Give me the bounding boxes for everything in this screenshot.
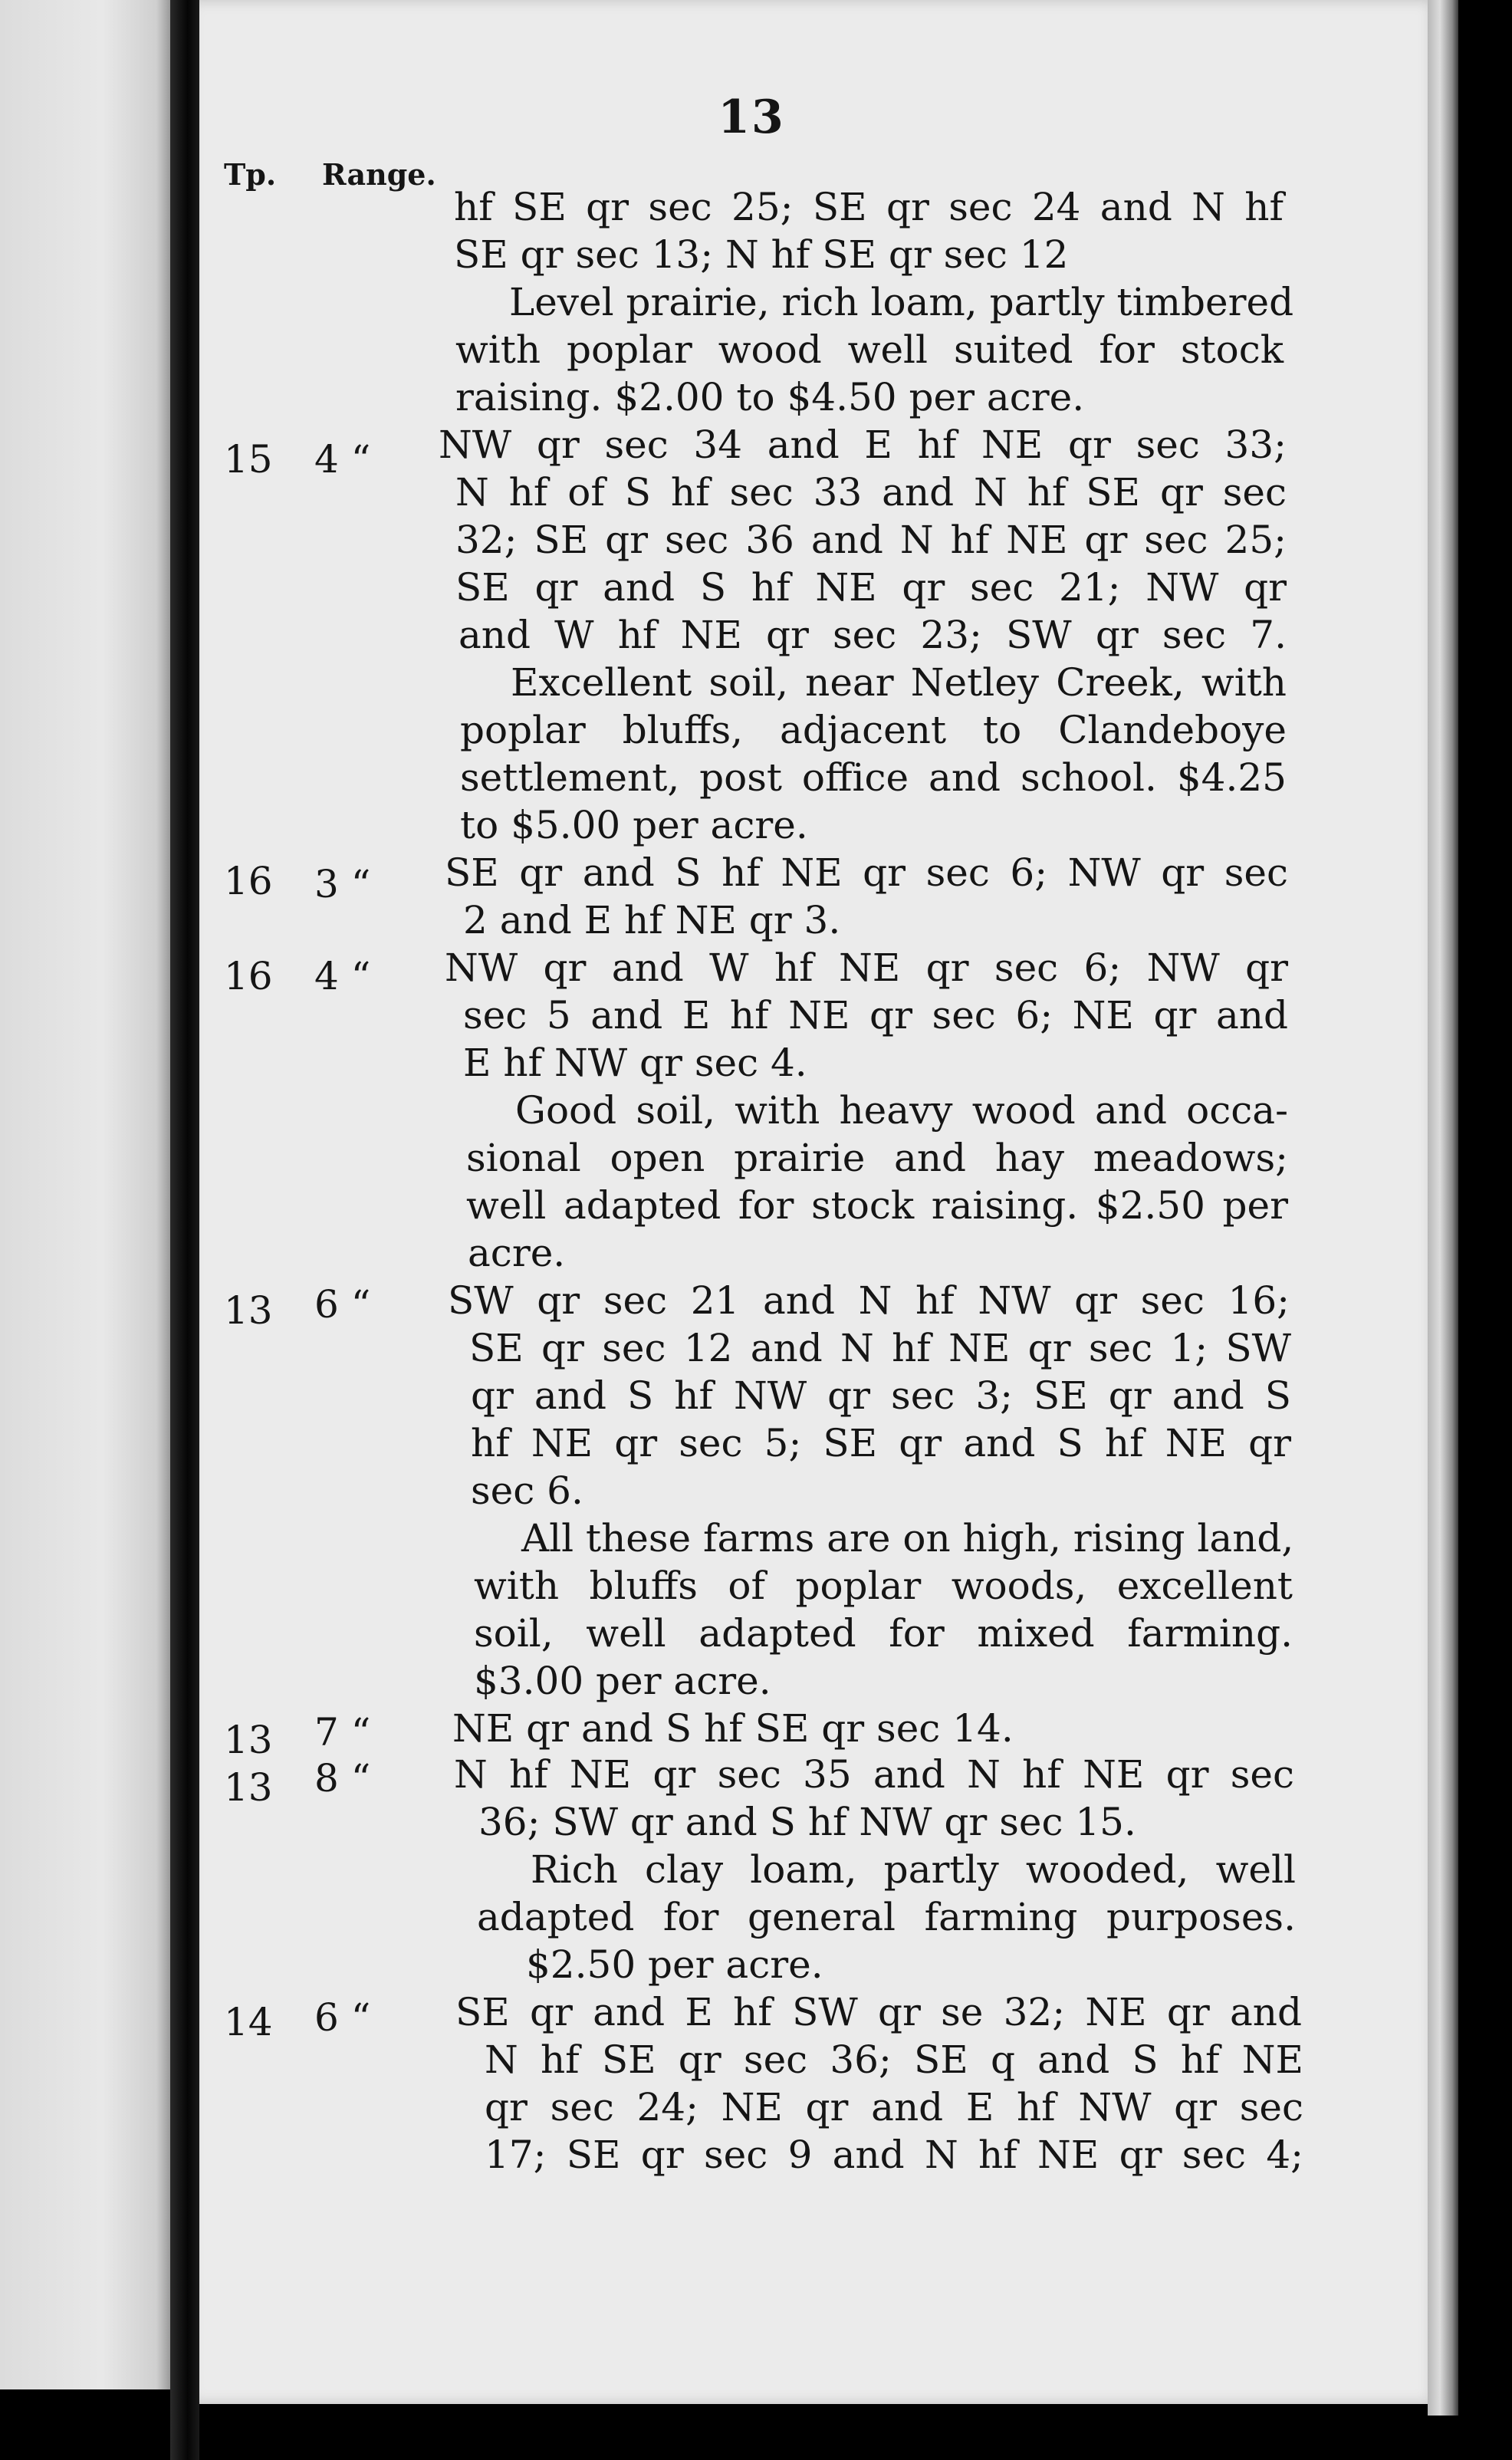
tp-number: 13 [224, 1765, 273, 1810]
facing-page-edge [0, 0, 170, 2389]
text-line: Level prairie, rich loam, partly timbered [509, 280, 1294, 324]
text-line: SE qr and S hf NE qr sec 21; NW qr [455, 565, 1287, 610]
range-number: 7 “ [314, 1710, 371, 1755]
range-number: 6 “ [314, 1995, 371, 2040]
book-gutter [170, 0, 199, 2460]
text-line: with bluffs of poplar woods, excellent [474, 1564, 1293, 1608]
text-line: sional open prairie and hay meadows; [466, 1136, 1288, 1180]
text-line: SE qr and S hf NE qr sec 6; NW qr sec [445, 850, 1288, 895]
tp-number: 16 [224, 859, 273, 903]
text-line: adapted for general farming purposes. [477, 1895, 1296, 1939]
text-line: qr sec 24; NE qr and E hf NW qr sec [485, 2085, 1303, 2129]
text-line: All these farms are on high, rising land, [521, 1516, 1294, 1561]
text-line: SE qr and E hf SW qr se 32; NE qr and [455, 1990, 1302, 2034]
text-line: hf SE qr sec 25; SE qr sec 24 and N hf [454, 185, 1284, 229]
range-number: 3 “ [314, 862, 371, 906]
text-line: $2.50 per acre. [526, 1942, 823, 1987]
text-line: acre. [468, 1231, 566, 1275]
text-line: 36; SW qr and S hf NW qr sec 15. [478, 1800, 1136, 1844]
tp-number: 16 [224, 954, 273, 998]
text-line: and W hf NE qr sec 23; SW qr sec 7. [459, 613, 1287, 657]
tp-number: 13 [224, 1288, 273, 1333]
tp-number: 13 [224, 1718, 273, 1762]
text-line: raising. $2.00 to $4.50 per acre. [455, 375, 1085, 419]
column-header-tp: Tp. [224, 157, 277, 192]
text-line: with poplar wood well suited for stock [455, 327, 1284, 372]
text-line: E hf NW qr sec 4. [463, 1041, 807, 1085]
text-line: Rich clay loam, partly wooded, well [531, 1847, 1296, 1892]
text-line: sec 6. [471, 1468, 583, 1513]
text-line: N hf NE qr sec 35 and N hf NE qr sec [454, 1752, 1294, 1797]
text-line: soil, well adapted for mixed farming. [474, 1611, 1293, 1656]
text-line: qr and S hf NW qr sec 3; SE qr and S [471, 1373, 1291, 1418]
range-number: 6 “ [314, 1282, 371, 1327]
text-line: SE qr sec 13; N hf SE qr sec 12 [454, 232, 1069, 277]
text-line: well adapted for stock raising. $2.50 per [466, 1183, 1288, 1228]
tp-number: 15 [224, 437, 273, 482]
text-line: sec 5 and E hf NE qr sec 6; NE qr and [463, 993, 1288, 1038]
text-line: $3.00 per acre. [474, 1659, 771, 1703]
tp-number: 14 [224, 2000, 273, 2044]
range-number: 4 “ [314, 954, 371, 998]
text-line: SW qr sec 21 and N hf NW qr sec 16; [448, 1278, 1290, 1323]
text-line: N hf SE qr sec 36; SE q and S hf NE [485, 2037, 1303, 2082]
text-line: N hf of S hf sec 33 and N hf SE qr sec [455, 470, 1287, 515]
text-line: poplar bluffs, adjacent to Clandeboye [460, 708, 1287, 752]
text-line: NW qr sec 34 and E hf NE qr sec 33; [439, 423, 1287, 467]
range-number: 4 “ [314, 437, 371, 482]
text-line: Excellent soil, near Netley Creek, with [511, 660, 1287, 705]
text-line: 32; SE qr sec 36 and N hf NE qr sec 25; [455, 518, 1287, 562]
text-line: SE qr sec 12 and N hf NE qr sec 1; SW [469, 1326, 1291, 1370]
text-line: 2 and E hf NE qr 3. [463, 898, 841, 942]
page-edge [1428, 0, 1458, 2416]
column-header-range: Range. [322, 157, 436, 192]
text-line: hf NE qr sec 5; SE qr and S hf NE qr [471, 1421, 1291, 1465]
text-line: NW qr and W hf NE qr sec 6; NW qr [445, 946, 1288, 990]
page-number: 13 [718, 90, 785, 144]
range-number: 8 “ [314, 1756, 371, 1801]
text-line: settlement, post office and school. $4.25 [460, 755, 1287, 800]
text-line: Good soil, with heavy wood and occa- [515, 1088, 1288, 1133]
text-line: 17; SE qr sec 9 and N hf NE qr sec 4; [485, 2133, 1303, 2177]
text-line: NE qr and S hf SE qr sec 14. [452, 1706, 1014, 1751]
text-line: to $5.00 per acre. [460, 803, 808, 847]
